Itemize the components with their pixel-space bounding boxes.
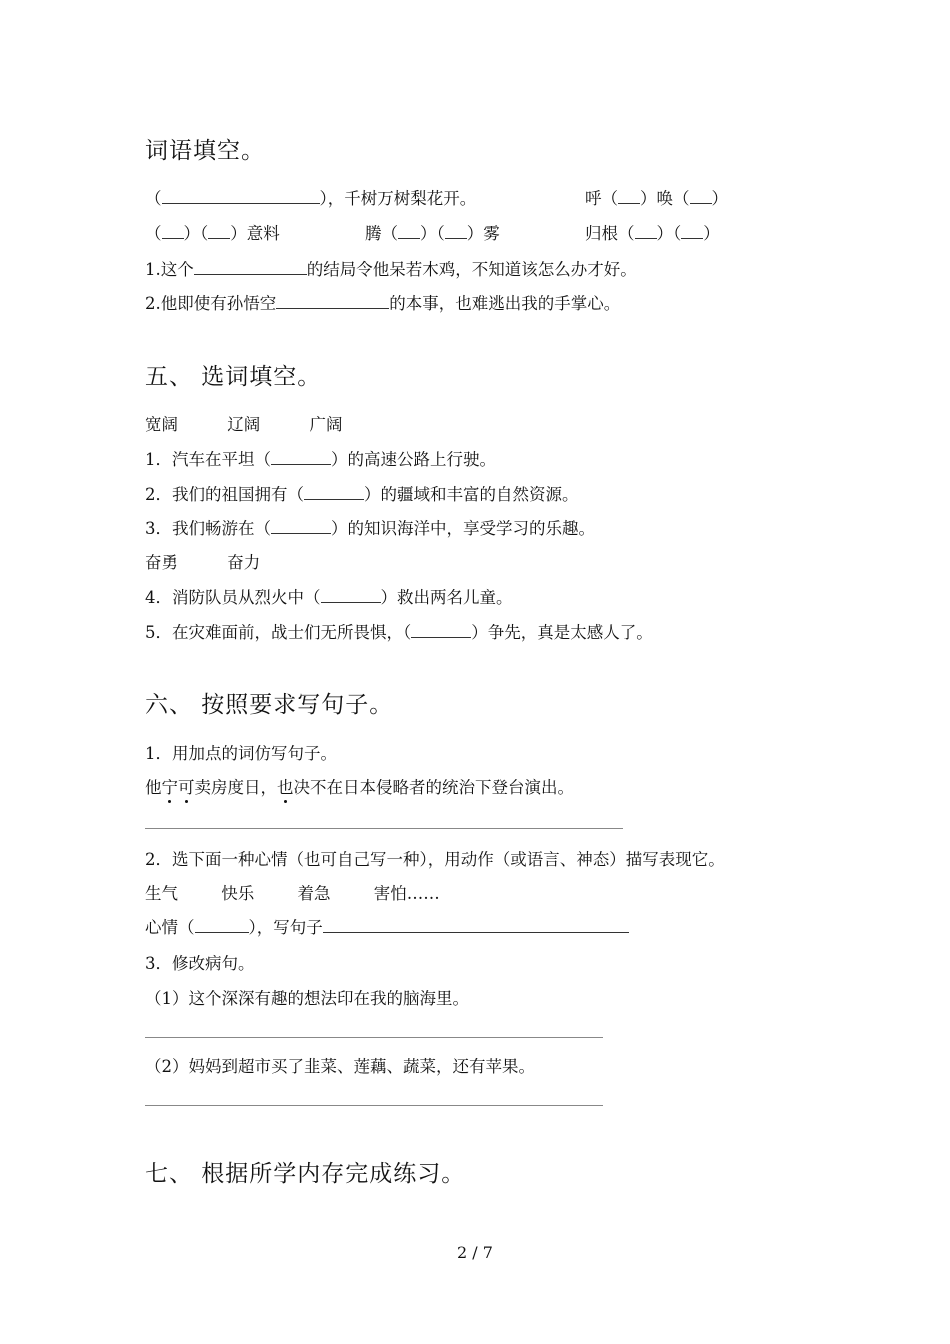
section-title-write-sentences: 六、 按照要求写句子。 xyxy=(145,692,394,718)
idiom-part: （ xyxy=(145,224,162,243)
mood-sentence-row xyxy=(145,914,629,938)
task-1-title: 1．用加点的词仿写句子。 xyxy=(145,744,337,763)
answer-line[interactable] xyxy=(145,1105,603,1106)
question-text: 5．在灾难面前，战士们无所畏惧，（ xyxy=(145,623,412,642)
word-bank-2 xyxy=(145,549,260,573)
answer-blank[interactable] xyxy=(411,621,471,639)
idiom-part: 呼（ xyxy=(585,189,618,208)
question-text: ）的高速公路上行驶。 xyxy=(331,450,496,469)
answer-blank[interactable] xyxy=(194,258,307,276)
question-text: ），写句子 xyxy=(248,918,323,937)
faulty-sentence-1: （1）这个深深有趣的想法印在我的脑海里。 xyxy=(145,989,469,1008)
word-bank-1 xyxy=(145,411,343,435)
idiom-part: ）（ xyxy=(656,224,682,243)
dotted-word: 可 xyxy=(178,778,195,797)
answer-blank[interactable] xyxy=(208,222,230,240)
faulty-sentence-2: （2）妈妈到超市买了韭菜、莲藕、蔬菜，还有苹果。 xyxy=(145,1057,535,1076)
question-text: 2.他即使有孙悟空 xyxy=(145,294,277,313)
sentence-part: 他 xyxy=(145,778,162,797)
question-text: ）的知识海洋中，享受学习的乐趣。 xyxy=(331,519,595,538)
question-1 xyxy=(145,256,637,280)
task-3-title: 3．修改病句。 xyxy=(145,954,255,973)
page-number: 2 / 7 xyxy=(457,1243,493,1262)
answer-blank[interactable] xyxy=(321,586,381,604)
idiom-part: ）（ xyxy=(183,224,209,243)
choose-item-3 xyxy=(145,515,595,539)
word-option: 宽阔 xyxy=(145,415,178,434)
idiom-part: 腾（ xyxy=(365,224,398,243)
choose-item-2 xyxy=(145,481,579,505)
word-option: 奋勇 xyxy=(145,553,178,572)
idiom-part: ）雾 xyxy=(466,224,500,243)
fill-row-1 xyxy=(145,185,476,209)
answer-blank[interactable] xyxy=(690,187,712,205)
answer-blank[interactable] xyxy=(618,187,640,205)
answer-blank[interactable] xyxy=(323,916,629,934)
question-text: 1．汽车在平坦（ xyxy=(145,450,271,469)
answer-blank[interactable] xyxy=(445,222,467,240)
mood-option: 着急 xyxy=(297,884,331,903)
answer-blank[interactable] xyxy=(271,517,331,535)
fill-row-2b xyxy=(365,220,500,244)
fill-row-2a xyxy=(145,220,280,244)
mood-option: 生气 xyxy=(145,884,178,903)
question-text: 4．消防队员从烈火中（ xyxy=(145,588,321,607)
answer-blank[interactable] xyxy=(276,292,389,310)
question-text: 1.这个 xyxy=(145,260,194,279)
answer-blank[interactable] xyxy=(162,187,320,205)
question-text: 3．我们畅游在（ xyxy=(145,519,271,538)
fill-row-1-idiom xyxy=(585,185,728,209)
section-title-word-fill: 词语填空。 xyxy=(145,138,265,164)
answer-blank[interactable] xyxy=(162,222,184,240)
question-text: 心情（ xyxy=(145,918,195,937)
idiom-part: 归根（ xyxy=(585,224,635,243)
choose-item-1 xyxy=(145,446,496,470)
question-2 xyxy=(145,290,620,314)
question-text: 2．我们的祖国拥有（ xyxy=(145,485,304,504)
question-text: 的本事，也难逃出我的手掌心。 xyxy=(389,294,621,313)
answer-blank[interactable] xyxy=(271,448,331,466)
example-sentence xyxy=(145,774,574,798)
answer-blank[interactable] xyxy=(635,222,657,240)
word-option: 辽阔 xyxy=(227,415,261,434)
answer-blank[interactable] xyxy=(681,222,703,240)
task-2-title: 2．选下面一种心情（也可自己写一种），用动作（或语言、神态）描写表现它。 xyxy=(145,850,725,869)
dotted-word: 宁 xyxy=(161,778,178,797)
mood-option: 害怕…… xyxy=(373,884,440,903)
choose-item-5 xyxy=(145,619,653,643)
question-text: ）的疆域和丰富的自然资源。 xyxy=(364,485,579,504)
answer-blank[interactable] xyxy=(304,483,364,501)
fill-row-2c xyxy=(585,220,720,244)
answer-line[interactable] xyxy=(145,1037,603,1038)
choose-item-4 xyxy=(145,584,513,608)
sentence-part: 卖房度日， xyxy=(194,778,277,797)
idiom-part: ）唤（ xyxy=(640,189,690,208)
section-title-exercise: 七、 根据所学内存完成练习。 xyxy=(145,1161,466,1187)
mood-option: 快乐 xyxy=(221,884,255,903)
answer-blank[interactable] xyxy=(398,222,420,240)
dotted-word: 也 xyxy=(277,778,294,797)
idiom-part: ） xyxy=(711,189,728,208)
sentence-part: 决不在日本侵略者的统治下登台演出。 xyxy=(293,778,574,797)
word-option: 奋力 xyxy=(227,553,261,572)
answer-line[interactable] xyxy=(145,828,623,829)
question-text: ）争先，真是太感人了。 xyxy=(471,623,653,642)
mood-options xyxy=(145,880,440,904)
row1-text: ），千树万树梨花开。 xyxy=(319,189,477,208)
section-title-choose-words: 五、 选词填空。 xyxy=(145,364,322,390)
answer-blank[interactable] xyxy=(195,916,249,934)
idiom-part: ） xyxy=(703,224,720,243)
question-text: 的结局令他呆若木鸡，不知道该怎么办才好。 xyxy=(306,260,637,279)
word-option: 广阔 xyxy=(309,415,343,434)
row1-open: （ xyxy=(145,189,162,208)
idiom-part: ）意料 xyxy=(230,224,280,243)
idiom-part: ）（ xyxy=(420,224,445,243)
question-text: ）救出两名儿童。 xyxy=(380,588,513,607)
